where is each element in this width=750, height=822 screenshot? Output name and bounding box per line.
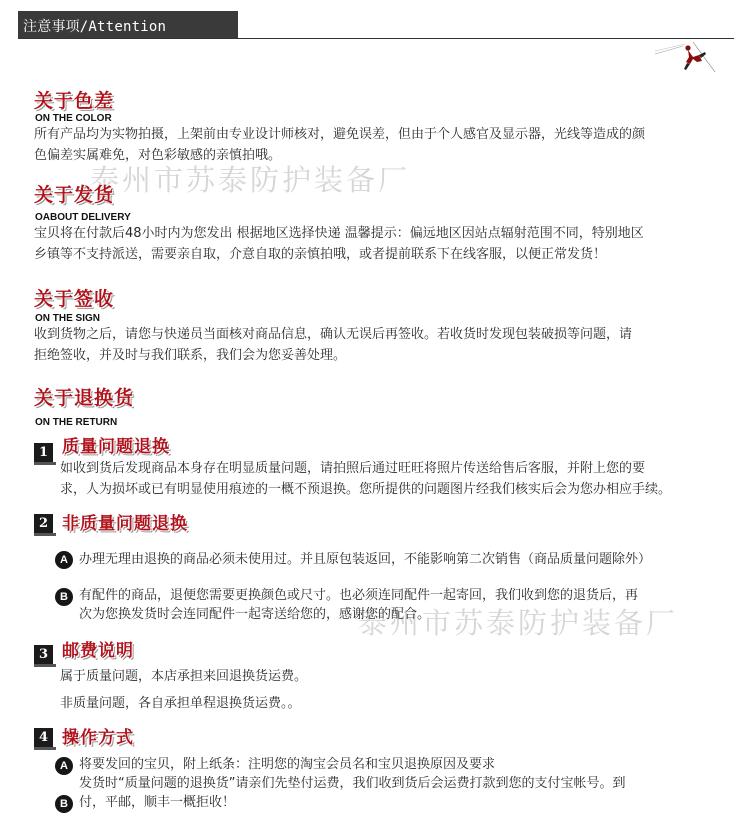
section-text-delivery (34, 223, 736, 265)
subsection-title-nonquality: 非质量问题退换 (62, 514, 188, 534)
section-title-color: 关于色差 (34, 90, 115, 112)
subsection-text-postage (60, 666, 740, 714)
subsection-text-quality (60, 458, 740, 500)
bullet-a-icon: A (55, 757, 73, 775)
text-line: 非质量问题，各自承担单程退换货运费。。 (60, 696, 301, 711)
item-text-b (79, 586, 739, 624)
item-text-a: 办理无理由退换的商品必须未使用过。并且原包装返回，不能影响第二次销售（商品质量问题除外） (79, 552, 652, 567)
text-line: 色偏差实属难免，对色彩敏感的亲慎拍哦。 (34, 148, 282, 163)
section-text-color (34, 124, 736, 166)
text-line: 收到货物之后，请您与快递员当面核对商品信息，确认无误后再签收。若收货时发现包装破损等问题，请 (34, 327, 633, 342)
section-subtitle-sign: ON THE SIGN (35, 313, 101, 324)
watermark-text: 泰州市苏泰防护装备厂 (90, 163, 411, 197)
number-badge-4: 4 (34, 728, 53, 747)
section-subtitle-color: ON THE COLOR (35, 113, 112, 124)
number-badge-2: 2 (34, 514, 53, 533)
text-line: 宝贝将在付款后48小时内为您发出 根据地区选择快递 温馨提示：偏远地区因站点辐射范围不同，特别地区 (34, 226, 644, 241)
text-line: 发货时“质量问题的退换货”请亲们先垫付运费，我们收到货后会运费打款到您的支付宝帐号。到 (79, 776, 626, 791)
text-line: 如收到货后发现商品本身存在明显质量问题，请拍照后通过旺旺将照片传送给售后客服，并附上您的要 (60, 461, 646, 476)
subsection-title-quality: 质量问题退换 (62, 437, 170, 457)
item-text-b (79, 774, 739, 812)
number-badge-1: 1 (34, 443, 53, 462)
text-line: 有配件的商品，退便您需要更换颜色或尺寸。也必须连同配件一起寄回，我们收到您的退货后，再 (79, 588, 639, 603)
subsection-title-postage: 邮费说明 (62, 641, 134, 661)
header-bar (18, 11, 238, 39)
section-subtitle-return: ON THE RETURN (35, 417, 118, 428)
section-title-return: 关于退换货 (34, 387, 135, 409)
number-badge-3: 3 (34, 645, 53, 664)
watermark-text: 泰州市苏泰防护装备厂 (358, 606, 679, 640)
bullet-a-icon: A (55, 551, 73, 569)
section-title-sign: 关于签收 (34, 288, 115, 310)
text-line: 求，人为损坏或已有明显使用痕迹的一概不预退换。您所提供的问题图片经我们核实后会为您办相应手续。 (60, 482, 672, 497)
text-line: 付，平邮，顺丰一概拒收！ (79, 795, 236, 810)
text-line: 属于质量问题，本店承担来回退换货运费。 (60, 669, 308, 684)
text-line: 乡镇等不支持派送，需要亲自取，介意自取的亲慎拍哦，或者提前联系下在线客服，以便正常发货！ (34, 247, 607, 262)
bullet-b-icon: B (55, 588, 73, 606)
header-title: 注意事项/Attention (23, 19, 167, 35)
bullet-b-icon: B (55, 795, 73, 813)
section-subtitle-delivery: OABOUT DELIVERY (35, 212, 131, 223)
section-text-sign (34, 324, 736, 366)
text-line: 所有产品均为实物拍摄，上架前由专业设计师核对，避免误差，但由于个人感官及显示器，光线等造成的颜 (34, 127, 646, 142)
text-line: 拒绝签收，并及时与我们联系，我们会为您妥善处理。 (34, 348, 347, 363)
header-divider (18, 38, 734, 39)
text-line: 次为您换发货时会连同配件一起寄送给您的，感谢您的配合。 (79, 607, 431, 622)
climber-icon (655, 40, 735, 74)
subsection-title-operation: 操作方式 (62, 728, 134, 748)
item-text-a: 将要发回的宝贝，附上纸条：注明您的淘宝会员名和宝贝退换原因及要求 (79, 757, 496, 772)
section-title-delivery: 关于发货 (34, 184, 115, 206)
